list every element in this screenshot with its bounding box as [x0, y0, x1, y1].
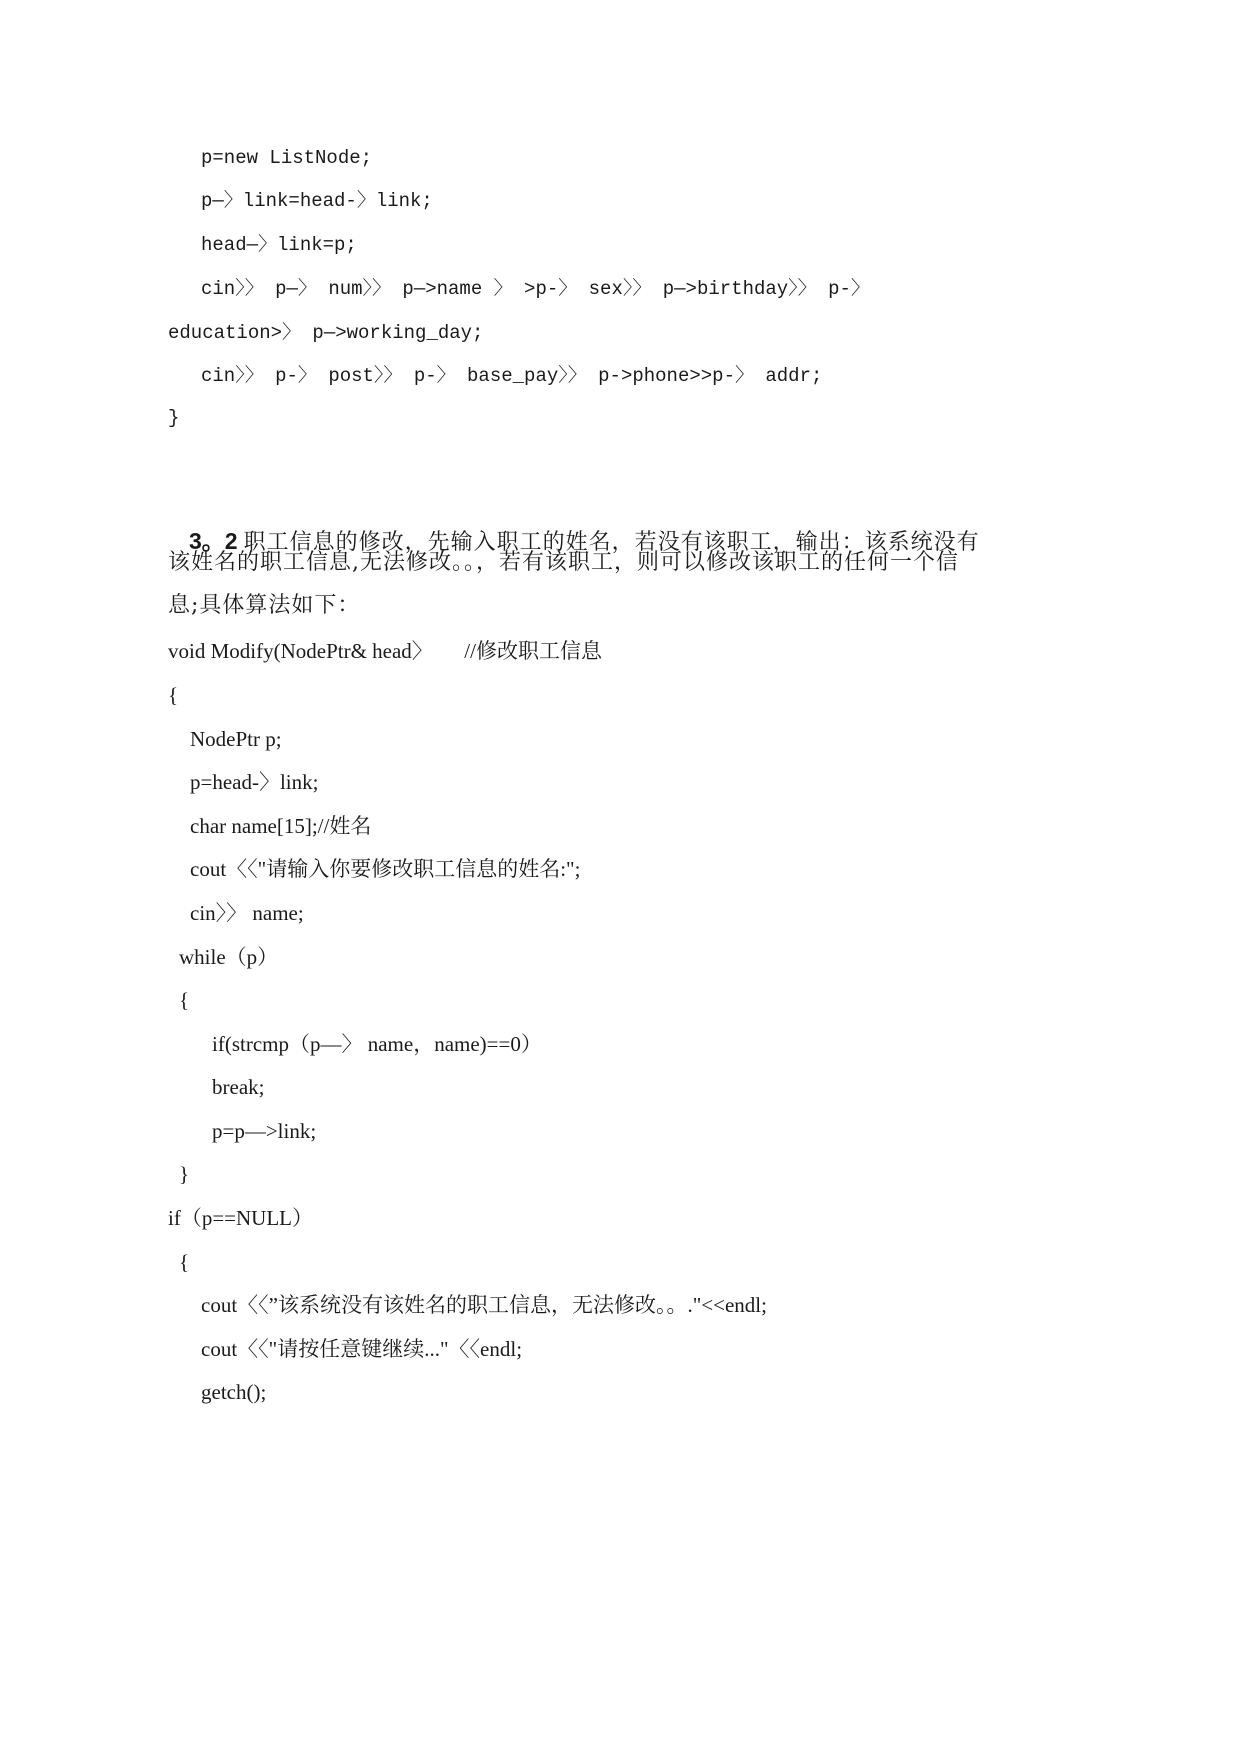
code-line: void Modify(NodePtr& head〉 //修改职工信息	[168, 639, 602, 663]
code-line: education>〉 p—>working_day;	[168, 322, 484, 344]
code-line: getch();	[201, 1380, 267, 1404]
code-line: char name[15];//姓名	[190, 814, 372, 838]
section-number: 3。2	[189, 528, 238, 554]
paragraph-line: 息;具体算法如下：	[168, 593, 361, 618]
code-line: {	[179, 988, 190, 1012]
section-heading-line	[168, 499, 980, 555]
code-line: {	[179, 1250, 190, 1274]
code-line: break;	[212, 1075, 265, 1099]
code-line: p—〉link=head-〉link;	[201, 190, 433, 212]
paragraph-text: 职工信息的修改，先输入职工的姓名，若没有该职工，输出：该系统没有	[243, 530, 980, 555]
code-line: cout〈〈"请按任意键继续..."〈〈endl;	[201, 1337, 523, 1361]
code-line: cout〈〈”该系统没有该姓名的职工信息，无法修改。。."<<endl;	[201, 1293, 767, 1317]
code-line: NodePtr p;	[190, 727, 282, 751]
code-line: cin〉〉 p—〉 num〉〉 p—>name 〉 >p-〉 sex〉〉 p—>birthday〉〉 p-〉	[201, 278, 870, 300]
code-line: }	[168, 407, 180, 429]
code-line: {	[168, 683, 179, 707]
code-line: while（p）	[179, 945, 279, 969]
code-line: p=p—>link;	[212, 1119, 317, 1143]
code-line: if（p==NULL）	[168, 1206, 314, 1230]
code-line: cin〉〉 p-〉 post〉〉 p-〉 base_pay〉〉 p->phone>>p-〉 addr;	[201, 365, 823, 387]
code-line: cin〉〉 name;	[190, 901, 304, 925]
code-line: cout〈〈"请输入你要修改职工信息的姓名:";	[190, 857, 581, 881]
code-line: p=head-〉link;	[190, 770, 319, 794]
code-line: if(strcmp（p—〉 name，name)==0）	[212, 1032, 542, 1056]
code-line: head—〉link=p;	[201, 234, 357, 256]
code-line: p=new ListNode;	[201, 147, 373, 169]
paragraph-line: 该姓名的职工信息,无法修改。。，若有该职工，则可以修改该职工的任何一个信	[168, 550, 959, 575]
code-line: }	[179, 1162, 190, 1186]
